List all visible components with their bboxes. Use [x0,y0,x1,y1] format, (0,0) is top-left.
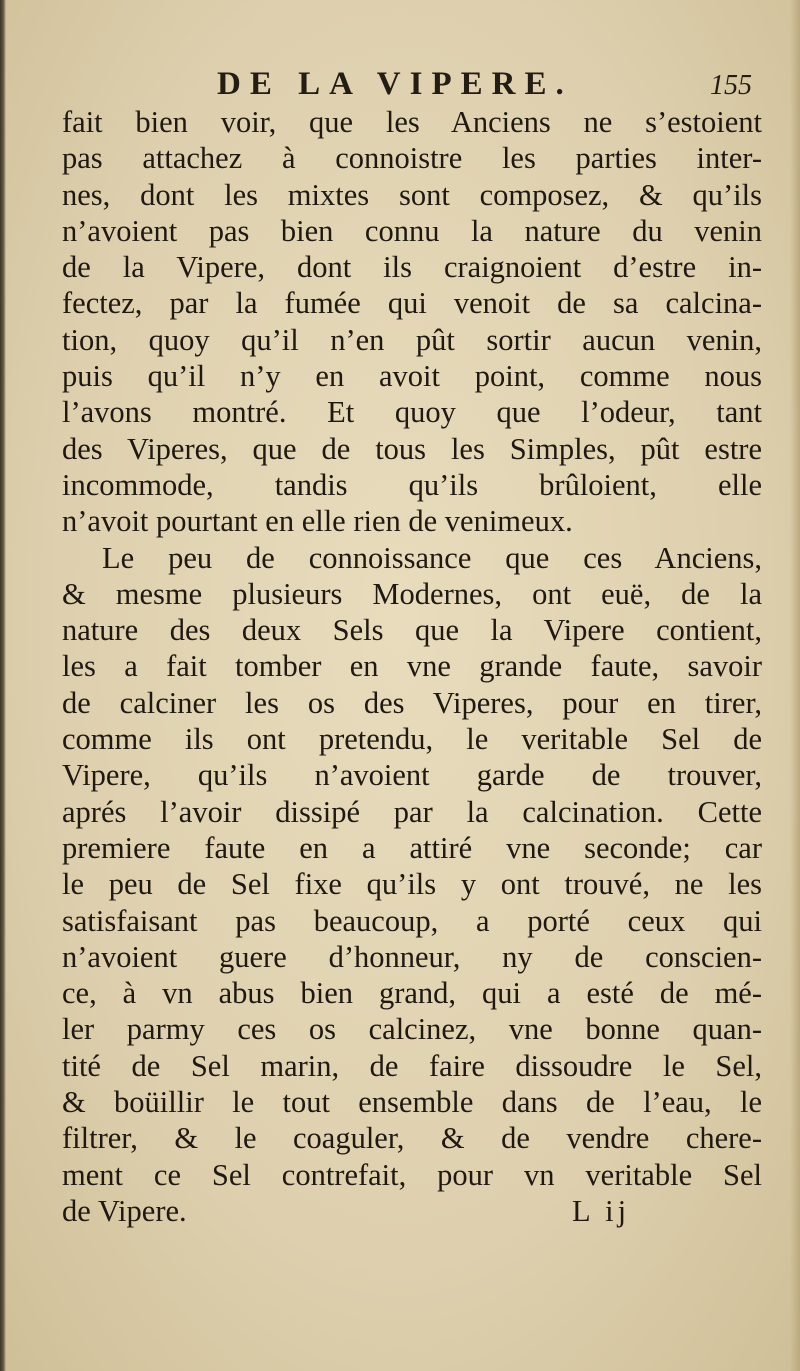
text-line: & boüillir le tout ensemble dans de l’eau, le [62,1085,762,1120]
text-line: des Viperes, que de tous les Simples, pût estre [62,431,762,466]
text-line: de la Vipere, dont ils craignoient d’estre in- [62,250,762,285]
signature-mark: L ij [572,1193,631,1228]
text-line: filtrer, & le coaguler, & de vendre chere- [62,1121,762,1156]
paragraph-end-line: n’avoit pourtant en elle rien de venimeux. [62,504,573,539]
text-line: satisfaisant pas beaucoup, a porté ceux qui [62,903,762,938]
binding-edge [0,0,6,1371]
final-line [62,1193,762,1229]
text-line: incommode, tandis qu’ils brûloient, elle [62,467,762,502]
running-title: DE LA VIPERE. [217,66,573,102]
text-line: Vipere, qu’ils n’avoient garde de trouver, [62,758,762,793]
text-line: les a fait tomber en vne grande faute, savoir [62,649,762,684]
page-number: 155 [710,70,752,101]
text-line: nature des deux Sels que la Vipere contient, [62,613,762,648]
body-text [62,104,762,1229]
text-line: l’avons montré. Et quoy que l’odeur, tant [62,395,762,430]
text-line: ment ce Sel contrefait, pour vn veritable Sel [62,1157,762,1192]
text-line: ler parmy ces os calcinez, vne bonne quan- [62,1012,762,1047]
text-line: n’avoient guere d’honneur, ny de conscien- [62,939,762,974]
text-line: de calciner les os des Viperes, pour en tirer, [62,685,762,720]
text-line: & mesme plusieurs Modernes, ont euë, de la [62,576,762,611]
text-line: n’avoient pas bien connu la nature du venin [62,213,762,248]
text-line: le peu de Sel fixe qu’ils y ont trouvé, ne les [62,867,762,902]
text-line: tion, quoy qu’il n’en pût sortir aucun venin, [62,322,762,357]
text-line: fait bien voir, que les Anciens ne s’estoient [62,105,762,139]
text-line: fectez, par la fumée qui venoit de sa calcina- [62,286,762,321]
paragraph-end-text: de Vipere. [62,1193,187,1228]
text-line: ce, à vn abus bien grand, qui a esté de mé- [62,976,762,1011]
text-line: premiere faute en a attiré vne seconde; car [62,830,762,865]
text-line: comme ils ont pretendu, le veritable Sel de [62,722,762,757]
paragraph-start-line: Le peu de connoissance que ces Anciens, [102,540,762,575]
page-edge [790,0,800,1371]
text-line: nes, dont les mixtes sont composez, & qu’ils [62,177,762,212]
text-line: pas attachez à connoistre les parties inter- [62,141,762,176]
text-line: aprés l’avoir dissipé par la calcination. Cette [62,794,762,829]
text-line: puis qu’il n’y en avoit point, comme nous [62,359,762,394]
text-line: tité de Sel marin, de faire dissoudre le Sel, [62,1048,762,1083]
